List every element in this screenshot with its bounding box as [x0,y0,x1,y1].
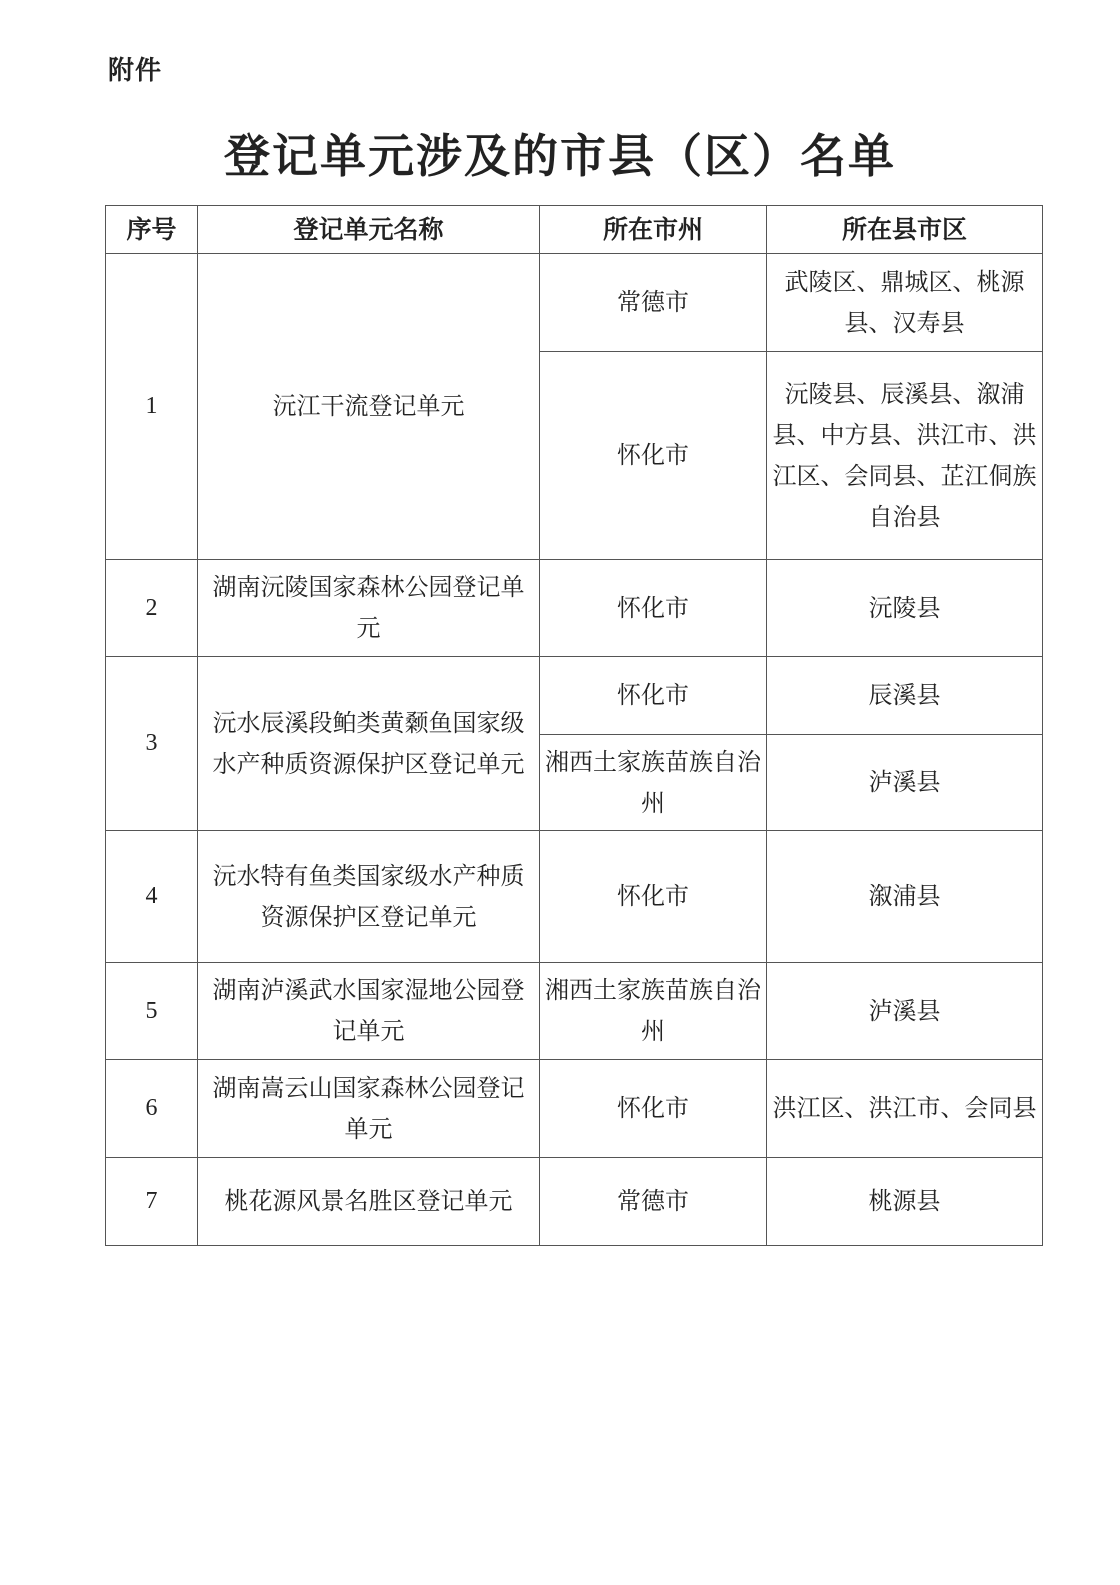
county: 洪江区、洪江市、会同县 [767,1060,1043,1158]
county: 辰溪县 [767,657,1043,735]
row-number: 6 [106,1060,198,1158]
row-number: 1 [106,254,198,560]
city: 湘西土家族苗族自治州 [540,963,767,1060]
table-row [106,1158,1043,1246]
county: 桃源县 [767,1158,1043,1246]
row-number: 5 [106,963,198,1060]
city: 怀化市 [540,657,767,735]
row-number: 2 [106,560,198,657]
county: 泸溪县 [767,735,1043,831]
unit-name: 湖南泸溪武水国家湿地公园登记单元 [198,963,540,1060]
header-city: 所在市州 [540,206,767,254]
header-county: 所在县市区 [767,206,1043,254]
city: 湘西土家族苗族自治州 [540,735,767,831]
county: 泸溪县 [767,963,1043,1060]
table-header-row [106,206,1043,254]
unit-name: 沅江干流登记单元 [198,254,540,560]
header-name: 登记单元名称 [198,206,540,254]
county: 武陵区、鼎城区、桃源县、汉寿县 [767,254,1043,352]
city: 怀化市 [540,831,767,963]
row-number: 7 [106,1158,198,1246]
document-title: 登记单元涉及的市县（区）名单 [224,129,896,183]
city: 常德市 [540,254,767,352]
county: 沅陵县 [767,560,1043,657]
unit-name: 湖南嵩云山国家森林公园登记单元 [198,1060,540,1158]
county: 沅陵县、辰溪县、溆浦县、中方县、洪江市、洪江区、会同县、芷江侗族自治县 [767,352,1043,560]
unit-name: 沅水辰溪段鲌类黄颡鱼国家级水产种质资源保护区登记单元 [198,657,540,831]
table-row [106,254,1043,352]
attachment-label: 附件 [108,56,163,86]
registration-units-table [105,205,1043,1246]
city: 怀化市 [540,352,767,560]
city: 常德市 [540,1158,767,1246]
header-no: 序号 [106,206,198,254]
unit-name: 沅水特有鱼类国家级水产种质资源保护区登记单元 [198,831,540,963]
city: 怀化市 [540,1060,767,1158]
table-row [106,560,1043,657]
table-row [106,963,1043,1060]
unit-name: 桃花源风景名胜区登记单元 [198,1158,540,1246]
table-row [106,657,1043,735]
table-row [106,831,1043,963]
city: 怀化市 [540,560,767,657]
table-row [106,1060,1043,1158]
row-number: 3 [106,657,198,831]
county: 溆浦县 [767,831,1043,963]
unit-name: 湖南沅陵国家森林公园登记单元 [198,560,540,657]
row-number: 4 [106,831,198,963]
